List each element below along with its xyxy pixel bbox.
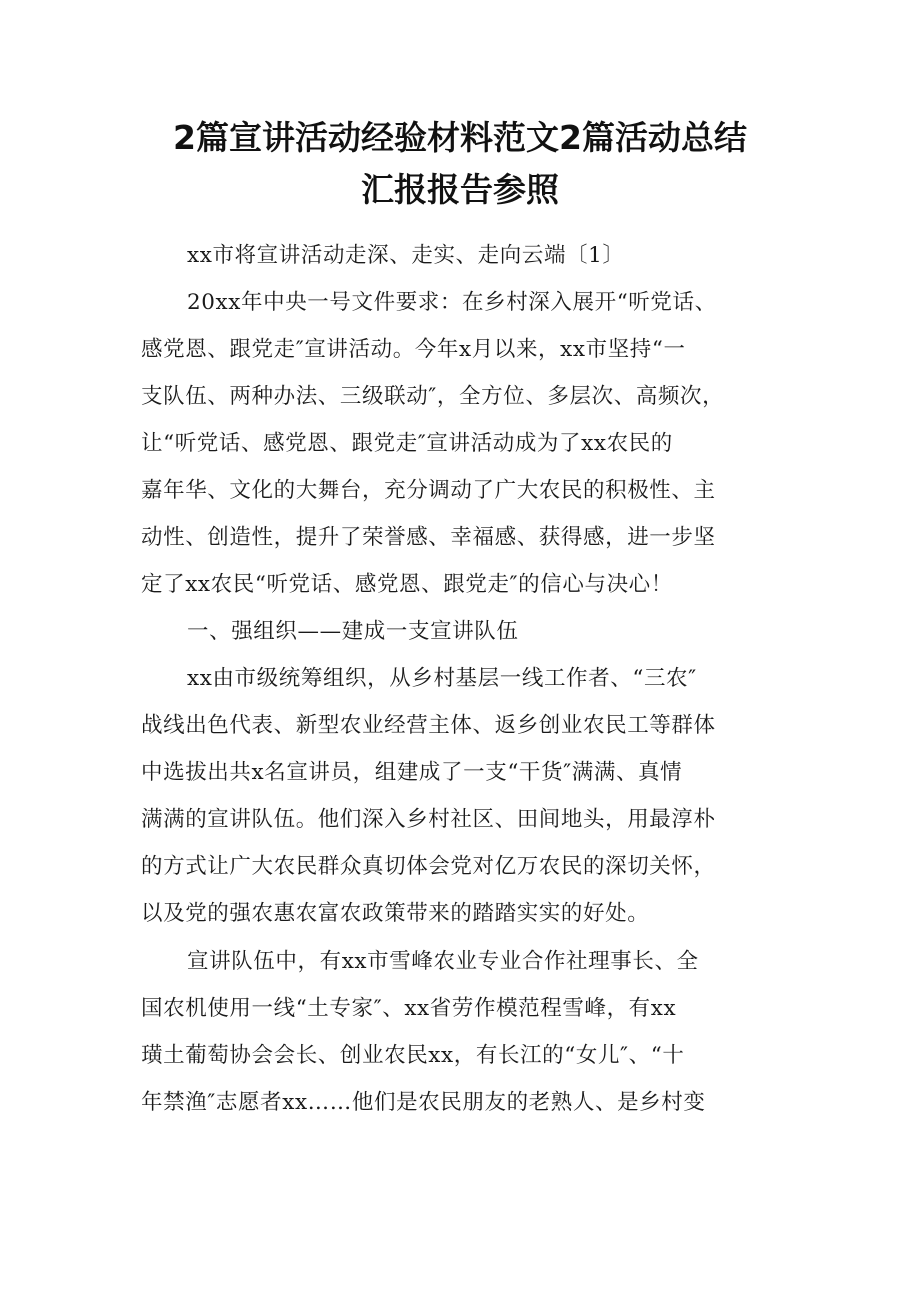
text-line: 战线出色代表、新型农业经营主体、返乡创业农民工等群体: [141, 713, 716, 738]
text-line: xx市将宣讲活动走深、走实、走向云端〔1〕: [187, 243, 625, 268]
text-line: 支队伍、两种办法、三级联动″，全方位、多层次、高频次，: [141, 384, 725, 409]
document-body: [141, 232, 781, 1126]
text-line: 感党恩、跟党走″宣讲活动。今年x月以来，xx市坚持“一: [141, 337, 686, 362]
title-line-1: 2篇宣讲活动经验材料范文2篇活动总结: [173, 118, 747, 157]
intro-paragraph: [141, 279, 781, 608]
text-line: 让“听党话、感党恩、跟党走″宣讲活动成为了xx农民的: [141, 431, 673, 456]
text-line: 20xx年中央一号文件要求：在乡村深入展开“听党话、: [187, 290, 717, 315]
text-line: 以及党的强农惠农富农政策带来的踏踏实实的好处。: [141, 901, 650, 926]
text-line: 的方式让广大农民群众真切体会党对亿万农民的深切关怀，: [141, 854, 716, 879]
section-heading: [141, 608, 781, 655]
title-line-2: 汇报报告参照: [361, 170, 559, 209]
text-line: 中选拔出共x名宣讲员，组建成了一支“干货″满满、真情: [141, 760, 683, 785]
document-title: [120, 112, 800, 216]
text-line: 嘉年华、文化的大舞台，充分调动了广大农民的积极性、主: [141, 478, 716, 503]
text-line: 动性、创造性，提升了荣誉感、幸福感、获得感，进一步坚: [141, 525, 716, 550]
section-body-paragraph: [141, 655, 781, 937]
subtitle-paragraph: [141, 232, 781, 279]
text-line: 年禁渔″志愿者xx……他们是农民朋友的老熟人、是乡村变: [141, 1090, 706, 1115]
members-paragraph: [141, 938, 781, 1126]
text-line: 满满的宣讲队伍。他们深入乡村社区、田间地头，用最淳朴: [141, 807, 716, 832]
text-line: 定了xx农民“听党话、感党恩、跟党走″的信心与决心！: [141, 572, 673, 597]
text-line: 国农机使用一线“土专家″、xx省劳作模范程雪峰，有xx: [141, 996, 677, 1021]
text-line: 一、强组织——建成一支宣讲队伍: [187, 619, 519, 644]
text-line: xx由市级统筹组织，从乡村基层一线工作者、“三农″: [187, 666, 697, 691]
text-line: 璜土葡萄协会会长、创业农民xx，有长江的“女儿″、“十: [141, 1043, 685, 1068]
text-line: 宣讲队伍中，有xx市雪峰农业专业合作社理事长、全: [187, 949, 699, 974]
